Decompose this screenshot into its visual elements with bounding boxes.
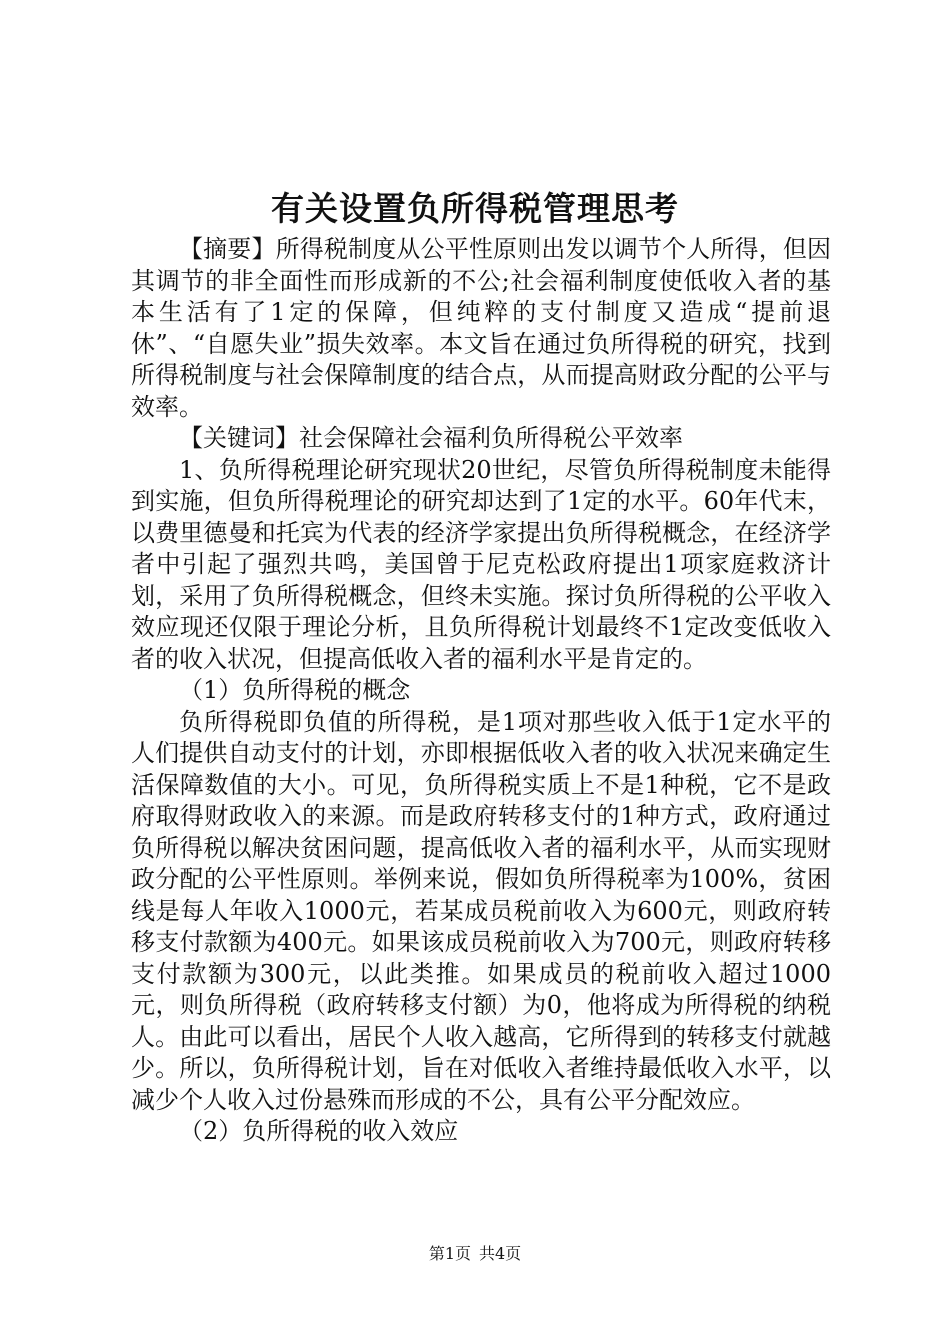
page-footer: [0, 1243, 950, 1265]
keywords-paragraph: 【关键词】社会保障社会福利负所得税公平效率: [179, 424, 683, 452]
abstract-paragraph: 【摘要】所得税制度从公平性原则出发以调节个人所得，但因其调节的非全面性而形成新的不公;社会福利制度使低收入者的基本生活有了1定的保障，但纯粹的支付制度又造成“提前退休”、“自愿失业”损失效率。本文旨在通过负所得税的研究，找到所得税制度与社会保障制度的结合点，从而提高财政分配的公平与效率。: [131, 235, 831, 421]
subheading-income-effect: （2）负所得税的收入效应: [179, 1117, 459, 1145]
document-body: [131, 234, 831, 1148]
subheading-concept: （1）负所得税的概念: [179, 676, 411, 704]
document-title: 有关设置负所得税管理思考: [271, 189, 679, 228]
page-number: 第1页: [428, 1244, 471, 1263]
section-1-paragraph: 1、负所得税理论研究现状20世纪，尽管负所得税制度未能得到实施，但负所得税理论的研究却达到了1定的水平。60年代末，以费里德曼和托宾为代表的经济学家提出负所得税概念，在经济学者中引起了强烈共鸣，美国曾于尼克松政府提出1项家庭救济计划，采用了负所得税概念，但终未实施。探讨负所得税的公平收入效应现还仅限于理论分析，且负所得税计划最终不1定改变低收入者的收入状况，但提高低收入者的福利水平是肯定的。: [131, 455, 831, 673]
page-total: 共4页: [479, 1244, 522, 1263]
concept-paragraph: 负所得税即负值的所得税，是1项对那些收入低于1定水平的人们提供自动支付的计划，亦即根据低收入者的收入状况来确定生活保障数值的大小。可见，负所得税实质上不是1种税，它不是政府取得财政收入的来源。而是政府转移支付的1种方式，政府通过负所得税以解决贫困问题，提高低收入者的福利水平，从而实现财政分配的公平性原则。举例来说，假如负所得税率为100%，贫困线是每人年收入1000元，若某成员税前收入为600元，则政府转移支付款额为400元。如果该成员税前收入为700元，则政府转移支付款额为300元，以此类推。如果成员的税前收入超过1000元，则负所得税（政府转移支付额）为0，他将成为所得税的纳税人。由此可以看出，居民个人收入越高，它所得到的转移支付就越少。所以，负所得税计划，旨在对低收入者维持最低收入水平，以减少个人收入过份悬殊而形成的不公，具有公平分配效应。: [131, 707, 831, 1114]
